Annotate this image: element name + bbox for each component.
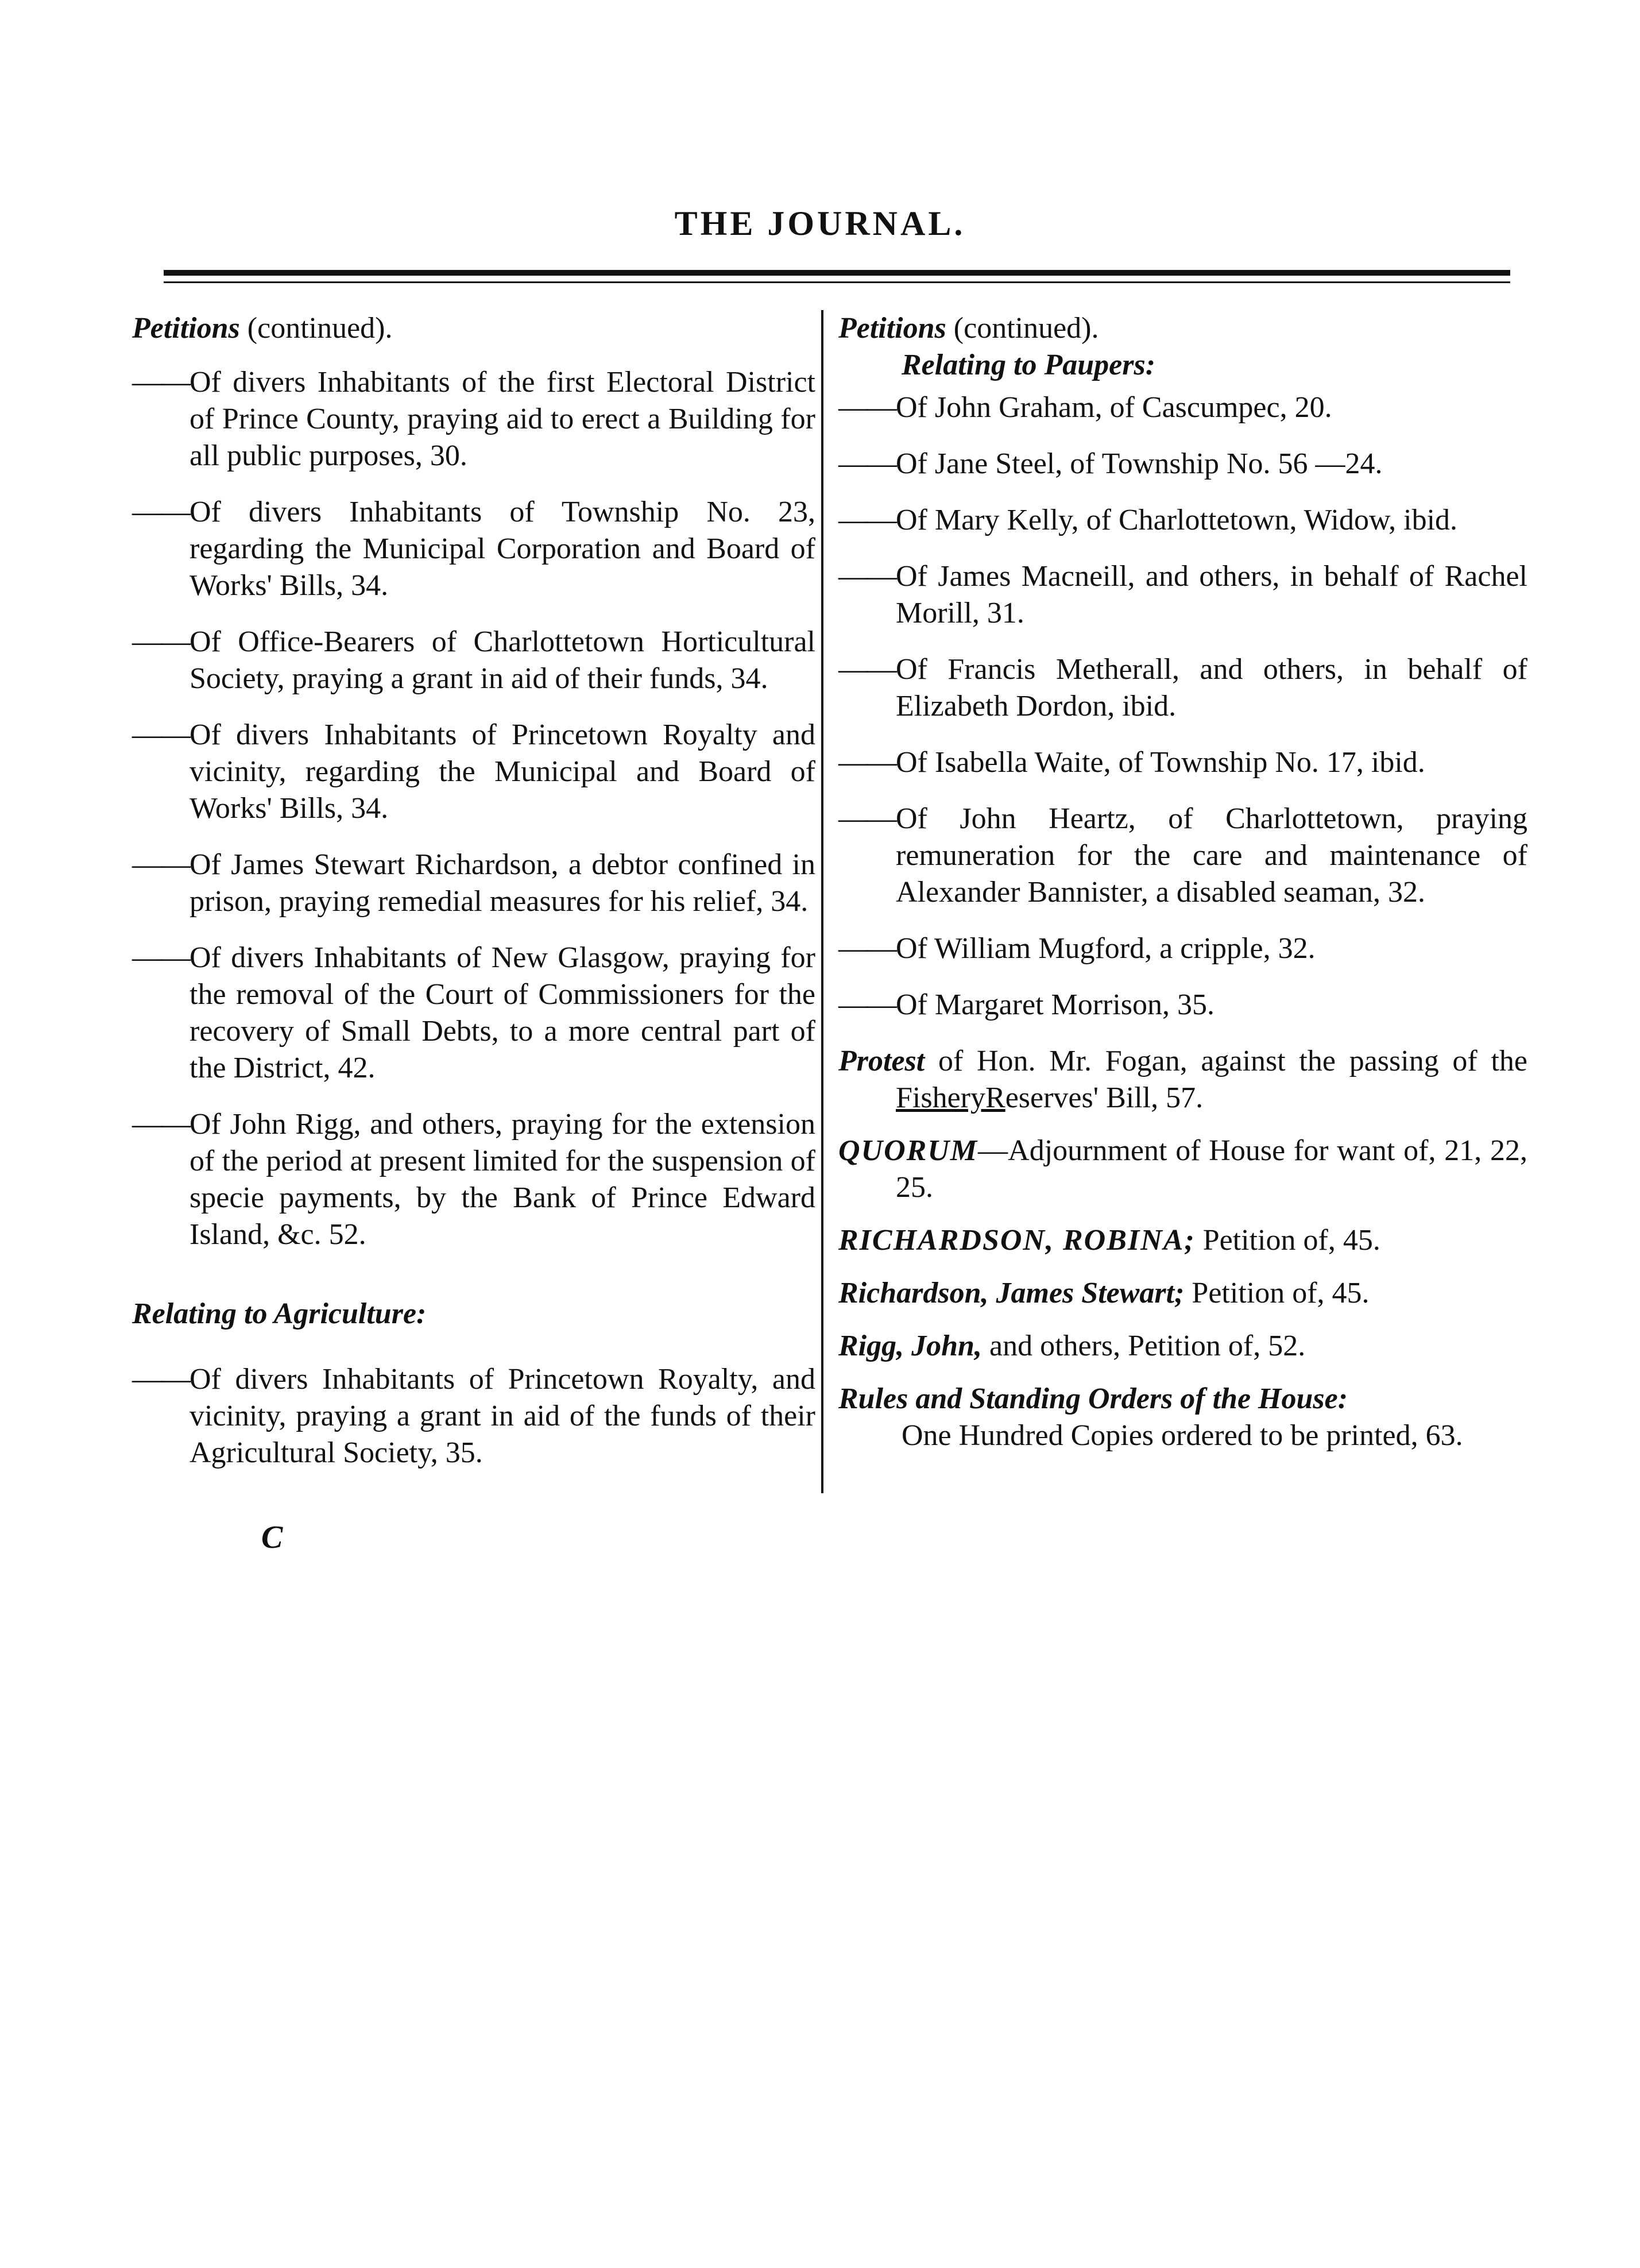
pauper-entry-text: Of John Graham, of Cascumpec, 20. [896, 391, 1332, 424]
protest-head: Protest [838, 1045, 925, 1077]
richardson-robina-head: RICHARDSON, ROBINA; [838, 1224, 1196, 1257]
entry-dash: —— [838, 746, 896, 779]
pauper-entry [838, 446, 1527, 482]
rigg-text: and others, Petition of, 52. [981, 1330, 1306, 1362]
pauper-entry-text: Of Jane Steel, of Township No. 56 —24. [896, 447, 1383, 480]
pauper-entry-text: Of William Mugford, a cripple, 32. [896, 932, 1316, 965]
petition-entry [132, 494, 815, 604]
pauper-entry-text: Of John Heartz, of Charlottetown, praying remuneration for the care and maintenance of Alexander Bannister, a disabled seaman, 32. [896, 802, 1527, 909]
pauper-entry [838, 651, 1527, 725]
entry-dash: —— [132, 848, 189, 881]
pauper-entry [838, 930, 1527, 967]
rules-text-entry [838, 1417, 1527, 1454]
richardson-james-text: Petition of, 45. [1184, 1277, 1370, 1309]
right-heading-continued: (continued). [946, 312, 1099, 345]
entry-dash: —— [838, 988, 896, 1021]
title-rule-thick [164, 270, 1510, 276]
richardson-robina-text: Petition of, 45. [1195, 1224, 1380, 1257]
quorum-text: —Adjournment of House for want of, 21, 22, 25. [896, 1134, 1527, 1204]
petition-entry-text: Of divers Inhabitants of New Glasgow, praying for the removal of the Court of Commissioners for the recovery of Small Debts, to a more central part of the District, 42. [189, 941, 815, 1084]
rules-head: Rules and Standing Orders of the House: [838, 1382, 1348, 1415]
subheading-paupers: Relating to Paupers: [902, 349, 1156, 381]
petition-entry [132, 624, 815, 697]
right-column-heading [838, 310, 1527, 347]
pauper-entry [838, 744, 1527, 781]
rigg-head: Rigg, John, [838, 1330, 982, 1362]
entry-dash: —— [132, 625, 189, 658]
rules-entry [838, 1381, 1527, 1417]
petition-entry-text: Of Office-Bearers of Charlottetown Horticultural Society, praying a grant in aid of their funds, 34. [189, 625, 815, 695]
protest-text-underlined: FisheryR [896, 1081, 1005, 1114]
entry-dash: —— [132, 1363, 189, 1396]
rigg-entry [838, 1328, 1527, 1365]
entry-dash: —— [838, 802, 896, 835]
richardson-james-entry [838, 1275, 1527, 1312]
petition-entry-text: Of divers Inhabitants of Township No. 23, regarding the Municipal Corporation and Board of Works' Bills, 34. [189, 496, 815, 602]
protest-text-after: eserves' Bill, 57. [1005, 1081, 1204, 1114]
left-column-heading [132, 310, 815, 347]
pauper-entry [838, 389, 1527, 426]
petition-entry [132, 1361, 815, 1471]
spacer [132, 1338, 815, 1361]
rules-text: One Hundred Copies ordered to be printed, 63. [902, 1419, 1463, 1452]
quorum-entry [838, 1133, 1527, 1206]
petition-entry [132, 1106, 815, 1253]
signature-mark: C [261, 1520, 283, 1555]
entry-dash: —— [132, 941, 189, 974]
petition-entry [132, 847, 815, 920]
entry-dash: —— [132, 496, 189, 528]
pauper-entry [838, 801, 1527, 911]
pauper-entry-text: Of Margaret Morrison, 35. [896, 988, 1215, 1021]
right-column [838, 310, 1527, 1470]
entry-dash: —— [132, 366, 189, 399]
pauper-entry [838, 558, 1527, 632]
left-heading-label: Petitions [132, 312, 240, 345]
subheading-agriculture: Relating to Agriculture: [132, 1297, 427, 1330]
richardson-robina-entry [838, 1222, 1527, 1259]
page-title: THE JOURNAL. [674, 204, 966, 242]
entry-dash: —— [838, 447, 896, 480]
pauper-entry [838, 502, 1527, 539]
entry-dash: —— [838, 391, 896, 424]
title-rule-thin [164, 281, 1510, 283]
entry-dash: —— [838, 932, 896, 965]
entry-dash: —— [132, 1108, 189, 1141]
spacer [132, 1273, 815, 1296]
petition-entry-text: Of John Rigg, and others, praying for the extension of the period at present limited for the suspension of specie payments, by the Bank of Prince Edward Island, &c. 52. [189, 1108, 815, 1251]
entry-dash: —— [838, 504, 896, 536]
petition-entry-text: Of divers Inhabitants of Princetown Royalty, and vicinity, praying a grant in aid of the funds of their Agricultural Society, 35. [189, 1363, 815, 1469]
pauper-entry-text: Of James Macneill, and others, in behalf of Rachel Morill, 31. [896, 560, 1527, 629]
protest-entry [838, 1043, 1527, 1116]
entry-dash: —— [132, 718, 189, 751]
petition-entry [132, 940, 815, 1087]
quorum-head: QUORUM [838, 1134, 978, 1167]
right-heading-label: Petitions [838, 312, 946, 345]
column-divider [821, 310, 823, 1493]
pauper-entry-text: Of Mary Kelly, of Charlottetown, Widow, ibid. [896, 504, 1458, 536]
pauper-entry-text: Of Isabella Waite, of Township No. 17, ibid. [896, 746, 1425, 779]
petition-entry [132, 364, 815, 474]
pauper-entry-text: Of Francis Metherall, and others, in behalf of Elizabeth Dordon, ibid. [896, 653, 1527, 722]
petition-entry-text: Of divers Inhabitants of Princetown Royalty and vicinity, regarding the Municipal and Board of Works' Bills, 34. [189, 718, 815, 825]
petition-entry-text: Of divers Inhabitants of the first Electoral District of Prince County, praying aid to erect a Building for all public purposes, 30. [189, 366, 815, 472]
entry-dash: —— [838, 653, 896, 686]
pauper-entry [838, 987, 1527, 1023]
richardson-james-head: Richardson, James Stewart; [838, 1277, 1185, 1309]
petition-entry [132, 717, 815, 827]
left-heading-continued: (continued). [239, 312, 393, 345]
entry-dash: —— [838, 560, 896, 593]
petition-entry-text: Of James Stewart Richardson, a debtor confined in prison, praying remedial measures for his relief, 34. [189, 848, 815, 918]
left-column [132, 310, 815, 1491]
protest-text-before: of Hon. Mr. Fogan, against the passing of the [925, 1045, 1527, 1077]
